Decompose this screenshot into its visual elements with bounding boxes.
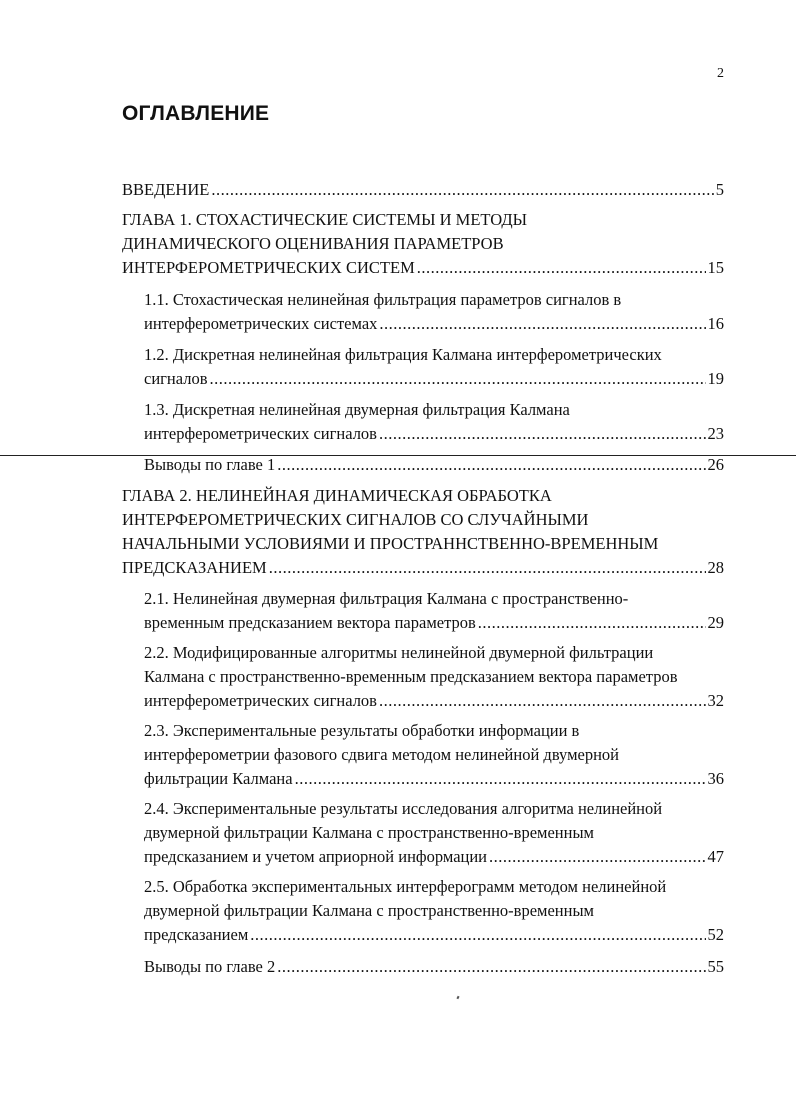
- toc-entry-text: 2.1. Нелинейная двумерная фильтрация Калмана с пространственно-: [144, 589, 629, 608]
- toc-entry-section-1-1: [144, 288, 724, 336]
- toc-entry-section-1-2: [144, 343, 724, 391]
- toc-entry-text: 2.3. Экспериментальные результаты обработки информации в: [144, 721, 580, 740]
- toc-entry-page: 28: [707, 558, 724, 577]
- toc-entry-last-line: [144, 312, 724, 336]
- toc-entry-text: Выводы по главе 1: [144, 455, 276, 474]
- toc-entry-text: ГЛАВА 2. НЕЛИНЕЙНАЯ ДИНАМИЧЕСКАЯ ОБРАБОТКА: [122, 486, 552, 505]
- toc-entry-last-line: [144, 923, 724, 947]
- toc-entry-text: интерферометрии фазового сдвига методом нелинейной двумерной: [144, 745, 620, 764]
- toc-entry-text: 1.3. Дискретная нелинейная двумерная фильтрация Калмана: [144, 400, 570, 419]
- toc-entry-text: ПРЕДСКАЗАНИЕМ: [122, 558, 267, 577]
- toc-entry-section-2-4: [144, 797, 724, 869]
- toc-entry-text: двумерной фильтрации Калмана с пространственно-временным: [144, 823, 594, 842]
- toc-entry-page: 32: [707, 691, 724, 710]
- toc-entry-last-line: [144, 422, 724, 446]
- toc-entry-text: двумерной фильтрации Калмана с пространственно-временным: [144, 901, 594, 920]
- toc-leader-dots: [277, 955, 705, 979]
- toc-entry-text: временным предсказанием вектора параметров: [144, 613, 476, 632]
- toc-entry-section-2-2: [144, 641, 724, 713]
- toc-entry-last-line: [144, 955, 724, 979]
- toc-entry-text: ГЛАВА 1. СТОХАСТИЧЕСКИЕ СИСТЕМЫ И МЕТОДЫ: [122, 210, 528, 229]
- toc-leader-dots: [210, 367, 706, 391]
- toc-entry-page: 55: [707, 957, 724, 976]
- toc-entry-conclusions-2: [144, 955, 724, 979]
- toc-entry-last-line: [122, 256, 724, 280]
- toc-entry-last-line: [144, 453, 724, 477]
- toc-entry-text: ИНТЕРФЕРОМЕТРИЧЕСКИХ СИСТЕМ: [122, 258, 415, 277]
- toc-title: ОГЛАВЛЕНИЕ: [122, 102, 270, 125]
- toc-leader-dots: [379, 312, 705, 336]
- toc-entry-text: предсказанием и учетом априорной информации: [144, 847, 488, 866]
- scan-speck: [456, 996, 459, 1000]
- toc-entry-last-line: [144, 767, 724, 791]
- toc-entry-chapter-2: [122, 484, 724, 580]
- toc-entry-page: 16: [707, 314, 724, 333]
- toc-entry-last-line: [144, 689, 724, 713]
- toc-entry-page: 47: [707, 847, 724, 866]
- toc-leader-dots: [250, 923, 705, 947]
- toc-entry-section-2-1: [144, 587, 724, 635]
- toc-entry-text: ИНТЕРФЕРОМЕТРИЧЕСКИХ СИГНАЛОВ СО СЛУЧАЙНЫМИ: [122, 510, 589, 529]
- toc-entry-text: 1.2. Дискретная нелинейная фильтрация Калмана интерферометрических: [144, 345, 662, 364]
- toc-leader-dots: [277, 453, 705, 477]
- toc-entry-text: 2.5. Обработка экспериментальных интерферограмм методом нелинейной: [144, 877, 667, 896]
- toc-entry-last-line: [144, 367, 724, 391]
- toc-entry-text: предсказанием: [144, 925, 249, 944]
- toc-entry-last-line: [122, 556, 724, 580]
- toc-entry-page: 23: [707, 424, 724, 443]
- toc-entry-text: фильтрации Калмана: [144, 769, 293, 788]
- toc-entry-page: 19: [707, 369, 724, 388]
- toc-entry-text: интерферометрических сигналов: [144, 424, 377, 443]
- toc-entry-page: 52: [707, 925, 724, 944]
- toc-entry-text: интерферометрических сигналов: [144, 691, 377, 710]
- toc-entry-introduction: [122, 178, 724, 202]
- toc-leader-dots: [417, 256, 706, 280]
- toc-entry-text: НАЧАЛЬНЫМИ УСЛОВИЯМИ И ПРОСТРАННСТВЕННО-ВРЕМЕННЫМ: [122, 534, 659, 553]
- toc-entry-chapter-1: [122, 208, 724, 280]
- toc-entry-section-2-5: [144, 875, 724, 947]
- toc-entry-last-line: [122, 178, 724, 202]
- toc-leader-dots: [295, 767, 706, 791]
- toc-entry-text: 2.4. Экспериментальные результаты исследования алгоритма нелинейной: [144, 799, 663, 818]
- page-number: 2: [717, 66, 724, 81]
- toc-leader-dots: [269, 556, 706, 580]
- toc-entry-text: ДИНАМИЧЕСКОГО ОЦЕНИВАНИЯ ПАРАМЕТРОВ: [122, 234, 504, 253]
- toc-entry-text: Выводы по главе 2: [144, 957, 276, 976]
- toc-leader-dots: [379, 689, 706, 713]
- toc-entry-text: ВВЕДЕНИЕ: [122, 180, 210, 199]
- toc-entry-section-1-3: [144, 398, 724, 446]
- toc-entry-last-line: [144, 611, 724, 635]
- toc-entry-page: 36: [707, 769, 724, 788]
- toc-entry-section-2-3: [144, 719, 724, 791]
- toc-entry-text: интерферометрических системах: [144, 314, 378, 333]
- toc-entry-page: 5: [715, 180, 724, 199]
- toc-leader-dots: [211, 178, 713, 202]
- toc-leader-dots: [478, 611, 706, 635]
- toc-entry-page: 15: [707, 258, 724, 277]
- toc-entry-text: сигналов: [144, 369, 208, 388]
- toc-entry-text: 2.2. Модифицированные алгоритмы нелинейной двумерной фильтрации: [144, 643, 654, 662]
- toc-entry-page: 26: [707, 455, 724, 474]
- toc-entry-conclusions-1: [144, 453, 724, 477]
- toc-entry-page: 29: [707, 613, 724, 632]
- toc-entry-text: Калмана с пространственно-временным предсказанием вектора параметров: [144, 667, 678, 686]
- toc-entry-last-line: [144, 845, 724, 869]
- toc-leader-dots: [379, 422, 706, 446]
- toc-entry-text: 1.1. Стохастическая нелинейная фильтрация параметров сигналов в: [144, 290, 622, 309]
- toc-leader-dots: [489, 845, 705, 869]
